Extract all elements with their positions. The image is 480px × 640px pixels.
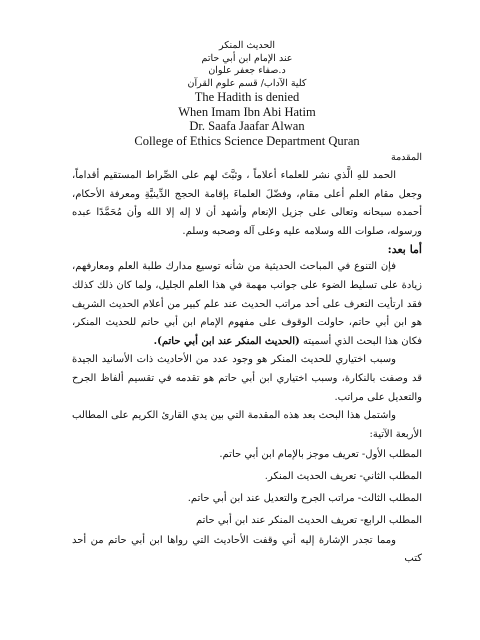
title-block (72, 40, 422, 148)
arabic-author-line: د.صفاء جعفر علوان (208, 65, 286, 76)
paragraph-reason: وسبب اختياري للحديث المنكر هو وجود عدد من الأحاديث ذات الأسانيد الجيدة قد وصفت بالنكارة، وسبب اختياري ابن أبي حاتم هو تقدمه في تقسيم ألفاظ الجرح والتعديل على مراتب. (72, 354, 422, 403)
paragraph-purpose (72, 258, 422, 351)
arabic-subtitle-line: عند الإمام ابن أبي حاتم (201, 52, 293, 64)
english-title-line: The Hadith is denied (194, 90, 300, 104)
research-title-highlight: (الحديث المنكر عند ابن أبي حاتم). (153, 335, 300, 347)
section-item-2: المطلب الثاني- تعريف الحديث المنكر. (264, 471, 422, 483)
intro-paragraph: الحمد للهِ الَّذي نشر للعلماء أعلاماً ، وثبَّتَ لهم على الصِّراط المستقيم أقداماً، وجعل مقام العلم أعلى مقام، وفضّلَ العلماءَ بإقامة الحجج الدِّينيَّةِ ومعرفة الأحكام، أحمده سبحانه وتعالى على جزيل الإنعام وأشهد أن لا إله إلا الله وأن مُحَمَّدًا عبده ورسوله، صلوات الله وسلامه عليه وعلى آله وصحبه وسلم. (72, 170, 422, 237)
amma-baad-heading: أما بعد: (387, 243, 422, 257)
section-item-4: المطلب الرابع- تعريف الحديث المنكر عند ابن أبي حاتم (195, 515, 422, 527)
english-subtitle-line: When Imam Ibn Abi Hatim (178, 104, 316, 119)
section-item-3: المطلب الثالث- مراتب الجرح والتعديل عند ابن أبي حاتم. (187, 493, 422, 505)
arabic-affiliation-line: كلية الآداب/ قسم علوم القرآن (187, 77, 307, 89)
paragraph-purpose-text: فإن التنوع في المباحث الحديثية من شأنه توسيع مدارك طلبة العلم ومعارفهم، زيادة على تسليط الضوء على جوانب مهمة في هذا العلم الجليل، ولما كان ذلك كذلك فقد ارتأيت التعرف على أحد مراتب الحديث عند علم كبير من أعلام الحديث الشريف هو ابن أبي حاتم، حاولت الوقوف على مفهوم الإمام ابن أبي حاتم للحديث المنكر، فكان هذا البحث الذي أسميته (72, 261, 422, 347)
paragraph-structure: واشتمل هذا البحث بعد هذه المقدمة التي بين يدي القارئ الكريم على المطالب الأربعة الآتية: (72, 410, 422, 440)
document-body (72, 149, 422, 568)
english-affiliation-line: College of Ethics Science Department Quran (134, 133, 360, 148)
section-item-1: المطلب الأول- تعريف موجز بالإمام ابن أبي حاتم. (219, 449, 422, 461)
english-author-line: Dr. Saafa Jaafar Alwan (189, 119, 305, 133)
arabic-title-line: الحديث المنكر (218, 40, 276, 51)
intro-label: المقدمة (390, 152, 422, 163)
closing-line: ومما تجدر الإشارة إليه أني وقفت الأحاديث التي رواها ابن أبي حاتم من أحد كتب (72, 535, 422, 565)
